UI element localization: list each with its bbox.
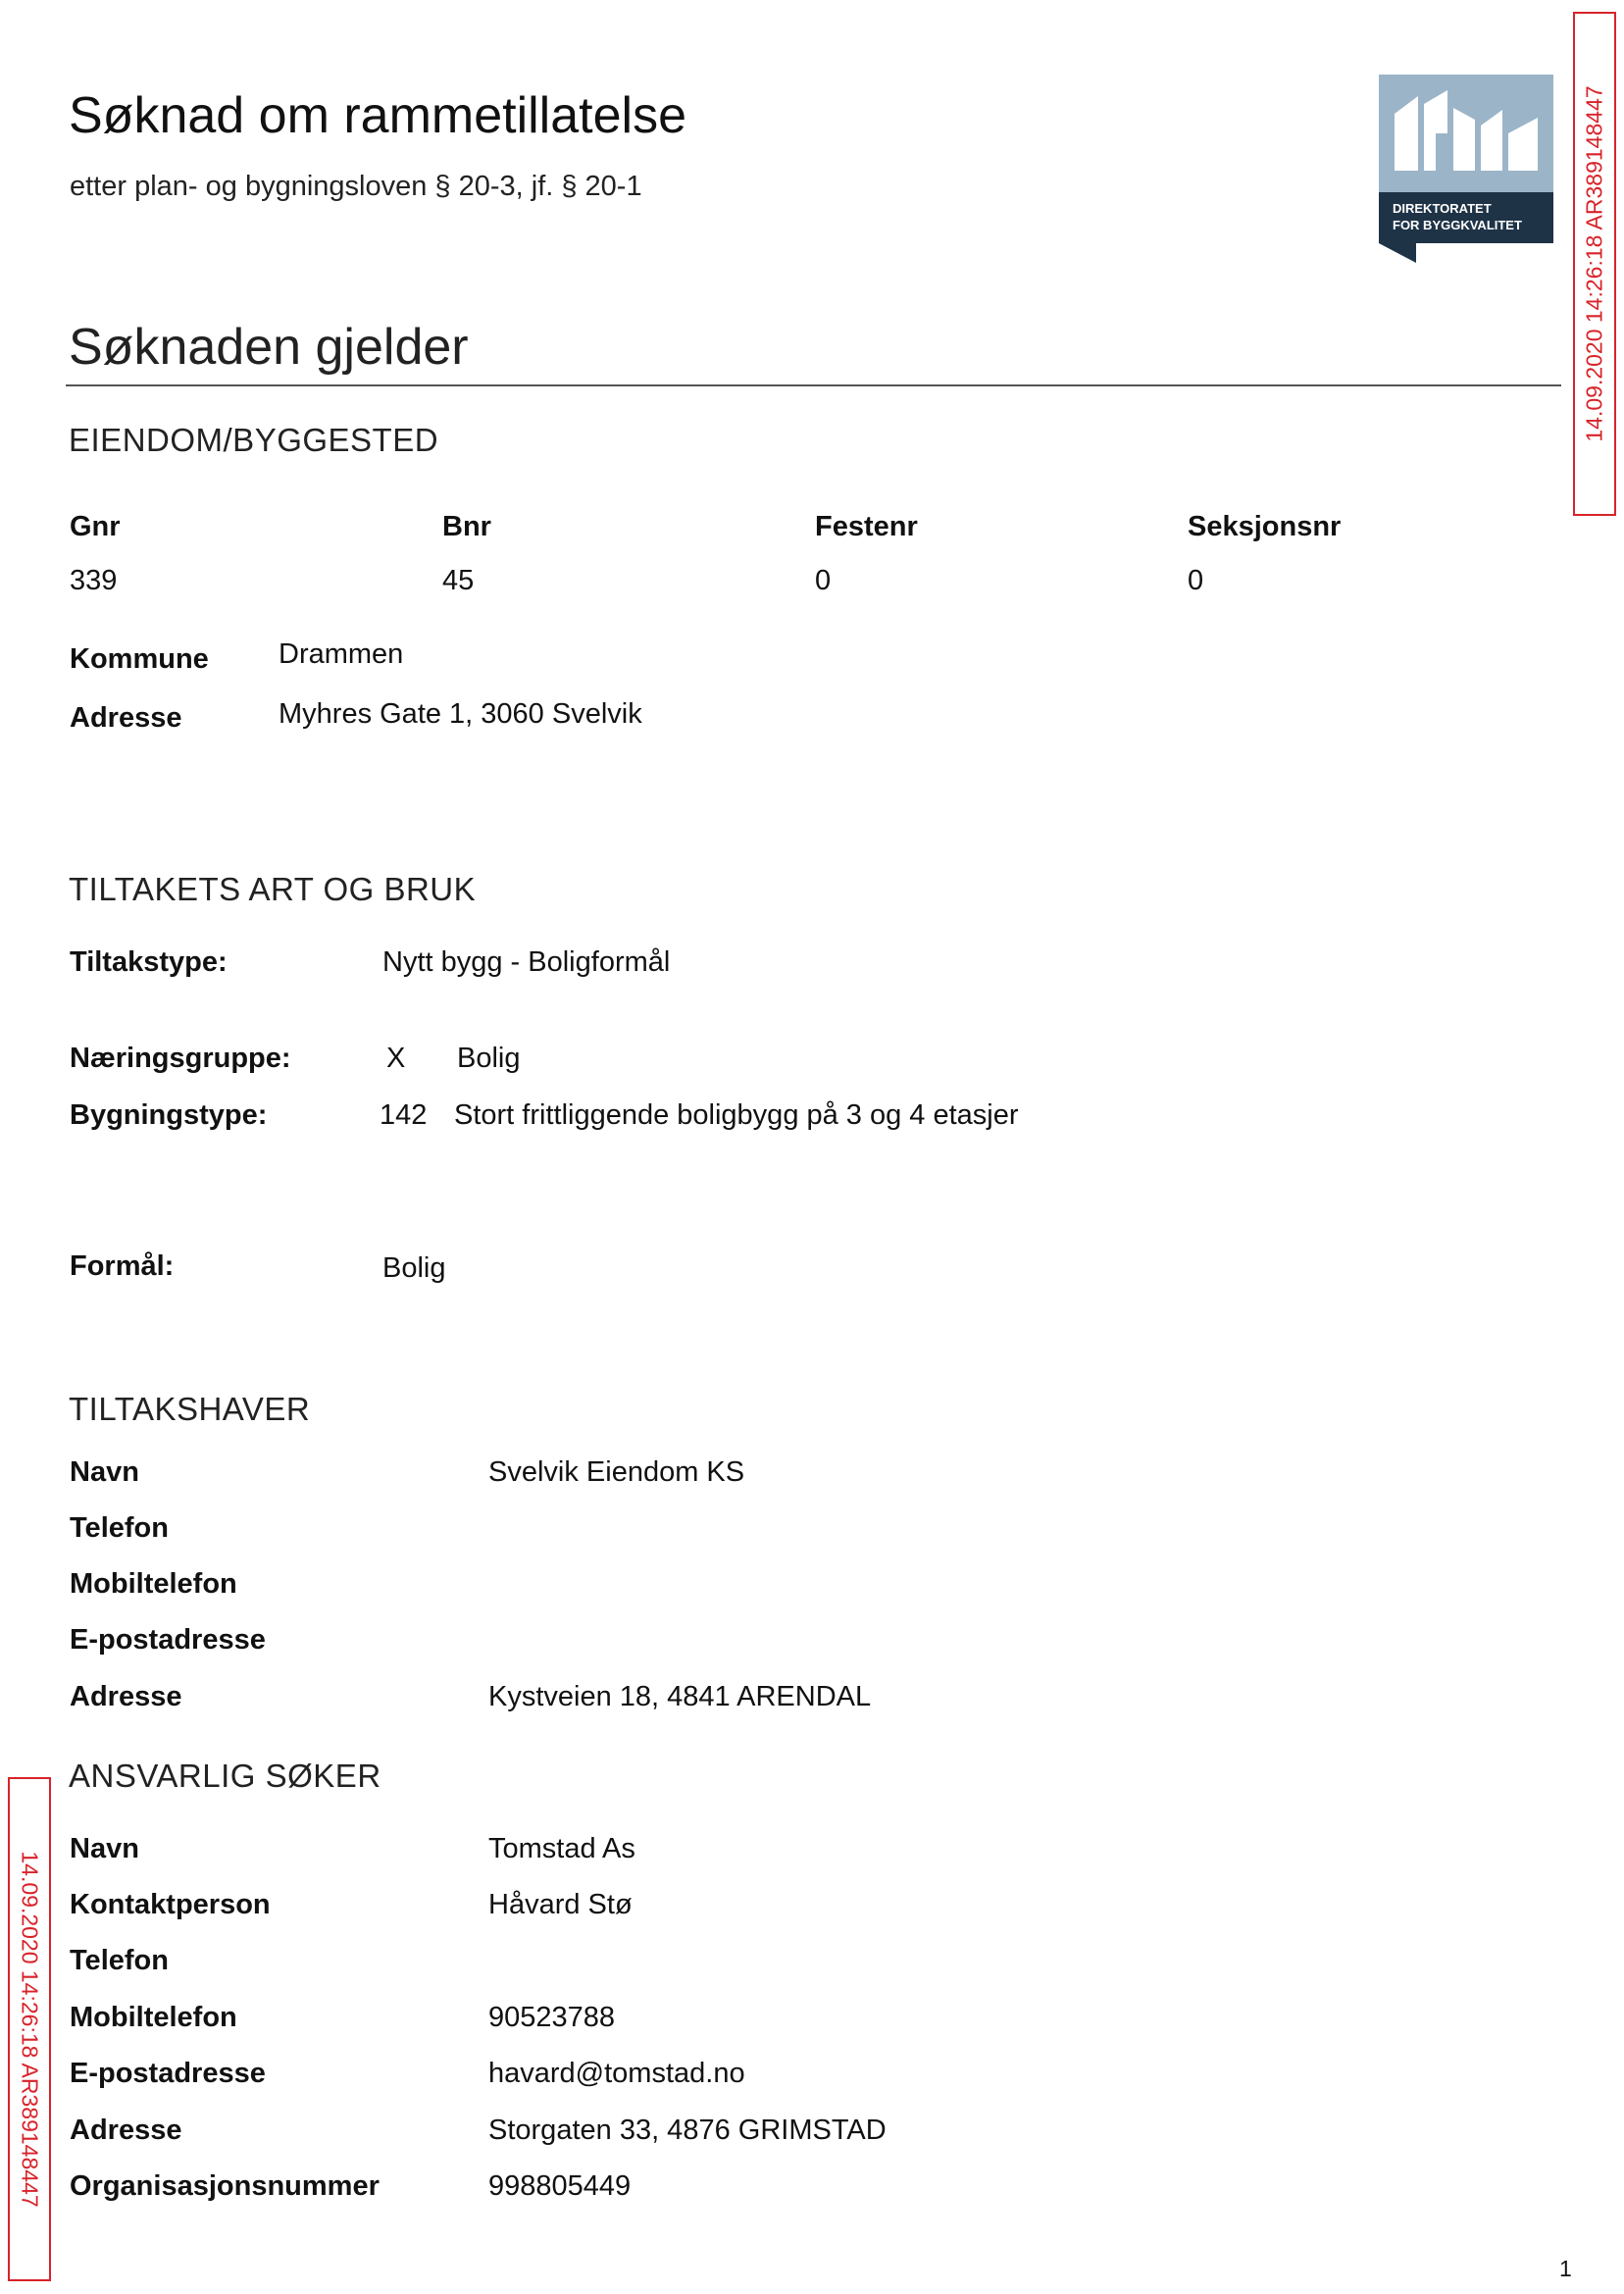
ansvarlig-adresse-label: Adresse xyxy=(70,2115,182,2146)
tiltakshaver-telefon-label: Telefon xyxy=(70,1512,169,1544)
gnr-label: Gnr xyxy=(70,511,121,542)
kommune-value: Drammen xyxy=(279,638,404,670)
ansvarlig-mobiltelefon-label: Mobiltelefon xyxy=(70,2002,237,2033)
dibk-logo-icon xyxy=(1379,75,1553,263)
adresse-value: Myhres Gate 1, 3060 Svelvik xyxy=(279,698,642,730)
bygningstype-code: 142 xyxy=(380,1099,428,1131)
bnr-label: Bnr xyxy=(442,511,491,542)
ansvarlig-mobiltelefon-value: 90523788 xyxy=(488,2002,616,2033)
document-subtitle: etter plan- og bygningsloven § 20-3, jf. § 20-1 xyxy=(70,171,642,202)
seksjonsnr-value: 0 xyxy=(1188,565,1204,596)
tiltakshaver-adresse-label: Adresse xyxy=(70,1681,182,1712)
tiltakshaver-heading: TILTAKSHAVER xyxy=(69,1391,311,1427)
receipt-stamp-top xyxy=(1573,12,1616,516)
tiltakshaver-mobiltelefon-label: Mobiltelefon xyxy=(70,1568,237,1600)
receipt-stamp-top-text: 14.09.2020 14:26:18 AR389148447 xyxy=(1581,85,1607,442)
ansvarlig-navn-value: Tomstad As xyxy=(488,1833,635,1864)
ansvarlig-kontaktperson-label: Kontaktperson xyxy=(70,1889,271,1920)
tiltakshaver-navn-label: Navn xyxy=(70,1456,139,1488)
naeringsgruppe-code: X xyxy=(386,1043,406,1074)
page-number: 1 xyxy=(1559,2256,1572,2281)
logo-text-line-1: DIREKTORATET xyxy=(1393,201,1492,216)
ansvarlig-heading: ANSVARLIG SØKER xyxy=(69,1758,381,1794)
tiltak-heading: TILTAKETS ART OG BRUK xyxy=(69,871,477,907)
ansvarlig-orgnr-label: Organisasjonsnummer xyxy=(70,2170,380,2202)
adresse-label: Adresse xyxy=(70,702,182,734)
section-divider xyxy=(66,384,1561,386)
section-title: Søknaden gjelder xyxy=(69,319,469,376)
eiendom-heading: EIENDOM/BYGGESTED xyxy=(69,422,439,458)
receipt-stamp-left-text: 14.09.2020 14:26:18 AR389148447 xyxy=(17,1851,43,2208)
ansvarlig-epost-value: havard@tomstad.no xyxy=(488,2058,745,2089)
festenr-value: 0 xyxy=(815,565,832,596)
bygningstype-value: Stort frittliggende boligbygg på 3 og 4 etasjer xyxy=(454,1099,1019,1131)
naeringsgruppe-value: Bolig xyxy=(457,1043,521,1074)
receipt-stamp-left xyxy=(8,1777,51,2281)
ansvarlig-adresse-value: Storgaten 33, 4876 GRIMSTAD xyxy=(488,2115,887,2146)
tiltakshaver-epost-label: E-postadresse xyxy=(70,1624,266,1656)
bygningstype-label: Bygningstype: xyxy=(70,1099,268,1131)
gnr-value: 339 xyxy=(70,565,118,596)
bnr-value: 45 xyxy=(442,565,475,596)
logo-text-line-2: FOR BYGGKVALITET xyxy=(1393,218,1522,232)
ansvarlig-kontaktperson-value: Håvard Stø xyxy=(488,1889,633,1920)
kommune-label: Kommune xyxy=(70,643,209,675)
tiltakshaver-navn-value: Svelvik Eiendom KS xyxy=(488,1456,745,1488)
ansvarlig-epost-label: E-postadresse xyxy=(70,2058,266,2089)
tiltakshaver-adresse-value: Kystveien 18, 4841 ARENDAL xyxy=(488,1681,872,1712)
ansvarlig-telefon-label: Telefon xyxy=(70,1945,169,1976)
ansvarlig-orgnr-value: 998805449 xyxy=(488,2170,632,2202)
ansvarlig-navn-label: Navn xyxy=(70,1833,139,1864)
formal-value: Bolig xyxy=(382,1252,446,1284)
tiltakstype-label: Tiltakstype: xyxy=(70,946,228,978)
seksjonsnr-label: Seksjonsnr xyxy=(1188,511,1342,542)
document-title: Søknad om rammetillatelse xyxy=(69,87,686,144)
tiltakstype-value: Nytt bygg - Boligformål xyxy=(382,946,671,978)
formal-label: Formål: xyxy=(70,1250,175,1282)
festenr-label: Festenr xyxy=(815,511,918,542)
naeringsgruppe-label: Næringsgruppe: xyxy=(70,1043,291,1074)
